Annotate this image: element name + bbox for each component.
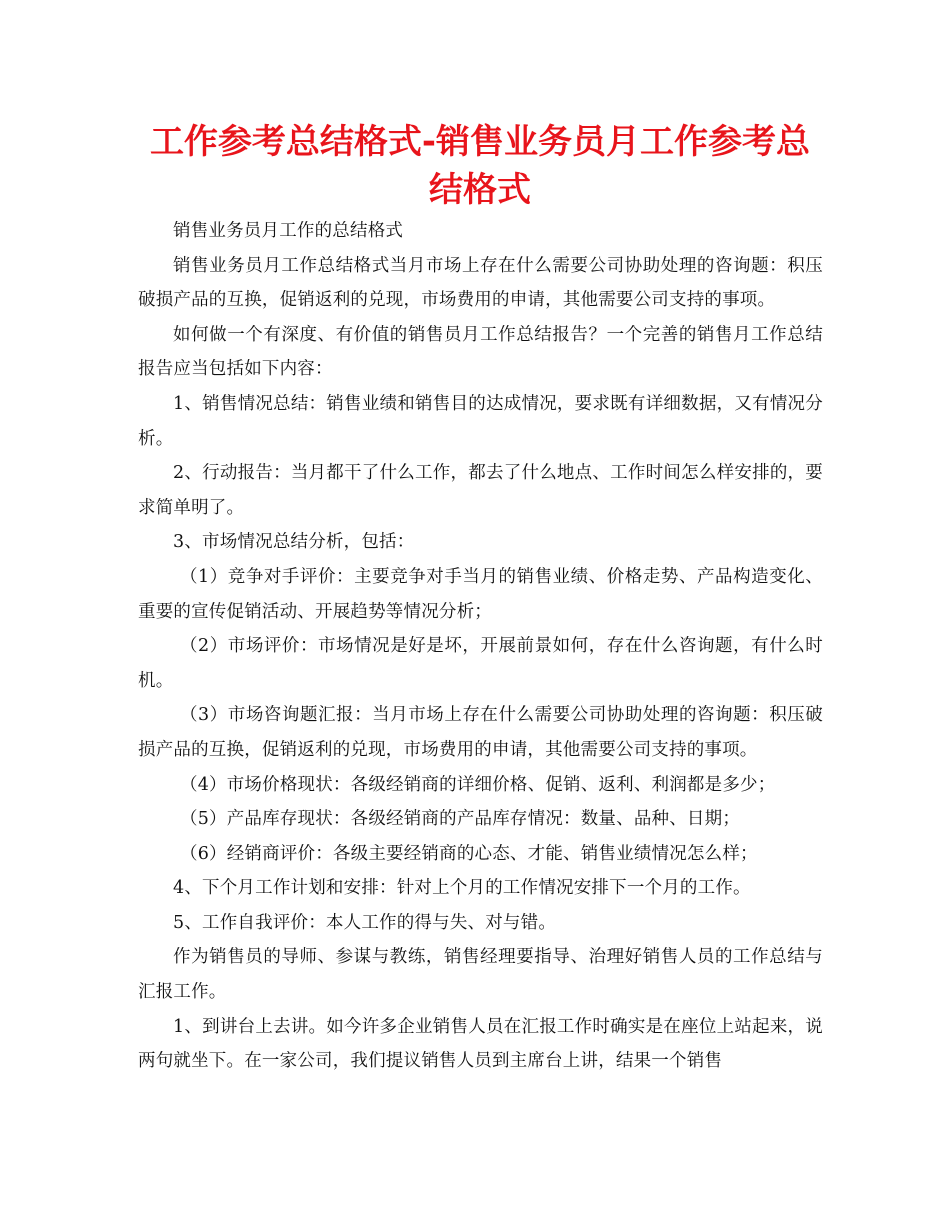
paragraph: （6）经销商评价：各级主要经销商的心态、才能、销售业绩情况怎么样； bbox=[180, 843, 758, 864]
paragraph: 销售业务员月工作总结格式当月市场上存在什么需要公司协助处理的咨询题：积压破损产品的互换，促销返利的兑现，市场费用的申请，其他需要公司支持的事项。 bbox=[138, 255, 823, 311]
paragraph: 5、工作自我评价：本人工作的得与失、对与错。 bbox=[173, 912, 557, 933]
paragraph: 如何做一个有深度、有价值的销售员月工作总结报告？一个完善的销售月工作总结报告应当包括如下内容： bbox=[138, 324, 823, 380]
paragraph: （3）市场咨询题汇报：当月市场上存在什么需要公司协助处理的咨询题：积压破损产品的互换，促销返利的兑现，市场费用的申请，其他需要公司支持的事项。 bbox=[138, 705, 823, 760]
paragraph: （1）竞争对手评价：主要竞争对手当月的销售业绩、价格走势、产品构造变化、重要的宣传促销活动、开展趋势等情况分析； bbox=[138, 566, 823, 622]
document-title: 工作参考总结格式-销售业务员月工作参考总结格式 bbox=[149, 122, 811, 210]
paragraph: （5）产品库存现状：各级经销商的产品库存情况：数量、品种、日期； bbox=[180, 809, 741, 830]
paragraph: （2）市场评价：市场情况是好是坏，开展前景如何，存在什么咨询题，有什么时机。 bbox=[138, 636, 823, 691]
paragraph: 1、到讲台上去讲。如今许多企业销售人员在汇报工作时确实是在座位上站起来，说两句就坐下。在一家公司，我们提议销售人员到主席台上讲，结果一个销售 bbox=[138, 1016, 823, 1072]
paragraph: 1、销售情况总结：销售业绩和销售目的达成情况，要求既有详细数据，又有情况分析。 bbox=[138, 393, 823, 449]
paragraph: 4、下个月工作计划和安排：针对上个月的工作情况安排下一个月的工作。 bbox=[173, 878, 751, 899]
paragraph: 销售业务员月工作的总结格式 bbox=[173, 221, 404, 241]
document-body bbox=[138, 214, 823, 1079]
paragraph: （4）市场价格现状：各级经销商的详细价格、促销、返利、利润都是多少； bbox=[180, 774, 776, 795]
paragraph: 作为销售员的导师、参谋与教练，销售经理要指导、治理好销售人员的工作总结与汇报工作。 bbox=[138, 947, 823, 1003]
paragraph: 2、行动报告：当月都干了什么工作，都去了什么地点、工作时间怎么样安排的，要求简单明了。 bbox=[138, 463, 823, 518]
paragraph: 3、市场情况总结分析，包括： bbox=[173, 532, 415, 553]
